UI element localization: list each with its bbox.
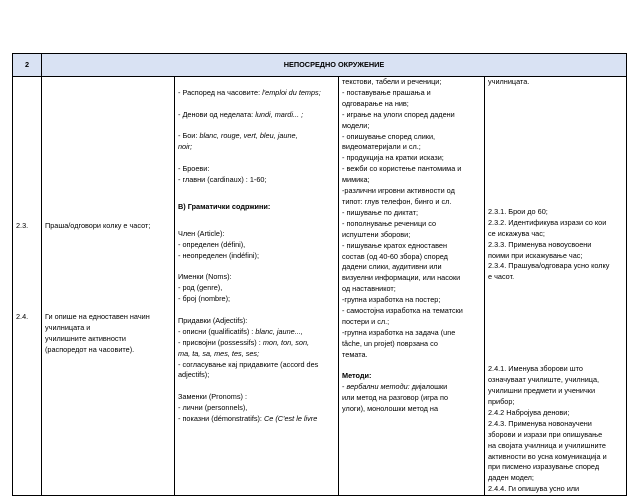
standard-line: 2.3.2. Идентификува изрази со кои: [488, 217, 607, 227]
standard-line: 2.3.4. Прашува/одговара усно колку: [488, 261, 610, 271]
activity-line: состав (од 40-60 збора) според: [342, 251, 448, 261]
activity-line: визуелни информации, или насоки: [342, 273, 461, 283]
outcome-2-3: Праша/одговори колку е часот;: [45, 221, 151, 230]
content-pronouns: Заменки (Pronoms) :: [178, 392, 247, 402]
standard-line: училишни предмети и ученички: [488, 386, 596, 396]
content-cell: [175, 77, 339, 496]
standard-line: даден модел;: [488, 473, 534, 483]
methods-title: Методи:: [342, 371, 372, 381]
content-colors-cont: noir;: [178, 142, 193, 152]
curriculum-table: [12, 53, 627, 496]
methods-verbal: - вербални методи: дијалошки: [342, 382, 448, 392]
table-header-row: [13, 54, 627, 77]
activity-line: - поставување прашања и: [342, 87, 431, 97]
outcomes-cell: [42, 77, 175, 496]
activity-line: дадени слики, аудитивни или: [342, 262, 442, 272]
standard-line: на својата училница и училишните: [488, 440, 606, 450]
activity-line: - вежби со користење пантомима и: [342, 164, 462, 174]
activity-line: текстови, табели и реченици;: [342, 77, 442, 86]
number-2-3: 2.3.: [16, 221, 29, 230]
standard-line: зборови и изрази при опишување: [488, 429, 603, 439]
activity-line: - пополнување реченици со: [342, 218, 437, 228]
activity-line: - пишување кратох едноставен: [342, 240, 448, 250]
activity-line: - опишување според слики,: [342, 131, 436, 141]
content-colors: - Бои: blanc, rouge, vert, bleu, jaune,: [178, 131, 298, 141]
content-article-indef: - неопределен (indéfini);: [178, 250, 259, 260]
standard-line: поими при искажување час;: [488, 250, 583, 260]
number-2-4: 2.4.: [16, 311, 29, 321]
activity-line: - продукција на кратки искази;: [342, 153, 444, 163]
activities-cell: [339, 77, 485, 496]
activity-line: испуштени зборови;: [342, 229, 411, 239]
activity-line: видеоматеријали и сл.;: [342, 142, 421, 152]
content-adj-poss-cont: ma, ta, sa, mes, tes, ses;: [178, 348, 260, 358]
activity-line: -групна изработка на постер;: [342, 295, 441, 305]
content-pron-pers: - лични (personnels),: [178, 403, 248, 413]
numbers-cell: [13, 77, 42, 496]
table-row: [13, 77, 627, 496]
outcome-2-4-line: Ги опише на едноставен начин: [45, 311, 150, 321]
activity-line: мимика;: [342, 175, 370, 185]
outcome-2-4-line: (распоредот на часовите).: [45, 344, 135, 354]
content-pron-dem: - показни (démonstratifs): Ce (C'est le livre: [178, 414, 318, 424]
content-nouns-gender: - род (genre),: [178, 283, 223, 293]
content-adjectives: Придавки (Adjectifs):: [178, 315, 248, 325]
content-adj-qual: - описни (qualificatifs) : blanc, jaune...,: [178, 326, 303, 336]
standard-line: активности во усна комуникација и: [488, 451, 607, 461]
activity-line: - самостојна изработка на тематски: [342, 306, 463, 316]
standard-line: е часот.: [488, 272, 515, 282]
standard-line: 2.4.4. Ги опишува усно или: [488, 484, 580, 494]
content-days: - Денови од неделата: lundi, mardi... ;: [178, 109, 304, 119]
methods-line: улоги), монолошки метод на: [342, 404, 439, 414]
theme-title: НЕПОСРЕДНО ОКРУЖЕНИЕ: [42, 54, 627, 77]
content-numbers-head: - Броеви:: [178, 164, 210, 174]
standard-top: училницата.: [488, 77, 530, 86]
standard-line: 2.4.2 Набројува денови;: [488, 407, 570, 417]
outcome-2-4-line: училницата и: [45, 322, 91, 332]
content-adj-agree-cont: adjectifs);: [178, 370, 210, 380]
activity-line: одговарање на нив;: [342, 98, 409, 108]
standard-line: прибор;: [488, 396, 515, 406]
content-nouns-number: - број (nombre);: [178, 294, 231, 304]
activity-line: постери и сл.;: [342, 316, 390, 326]
content-adj-agree: - согласување кај придавките (accord des: [178, 359, 319, 369]
activity-line: темата.: [342, 349, 368, 359]
activity-line: -групна изработка на задача (une: [342, 327, 456, 337]
activity-line: типот: глув телефон, бинго и сл.: [342, 196, 452, 206]
outcome-2-4-line: училишните активности: [45, 333, 126, 343]
content-schedule: - Распоред на часовите: l'emploi du temps;: [178, 87, 321, 97]
standard-line: 2.4.1. Именува зборови што: [488, 364, 583, 374]
grammar-title: В) Граматички содржини:: [178, 201, 271, 211]
content-article-def: - определен (défini),: [178, 239, 246, 249]
activity-line: од наставникот;: [342, 284, 396, 294]
activity-line: - играње на улоги според дадени: [342, 109, 455, 119]
standard-line: 2.4.3. Применува новонаучени: [488, 418, 592, 428]
content-numbers-cardinal: - главни (cardinaux) : 1-60;: [178, 175, 267, 185]
standard-line: 2.3.3. Применува новоусвоени: [488, 239, 592, 249]
activity-line: - пишување по диктат;: [342, 207, 419, 217]
standard-line: се искажува час;: [488, 228, 545, 238]
content-article: Член (Article):: [178, 228, 225, 238]
theme-number: 2: [13, 54, 42, 77]
activity-line: модели;: [342, 120, 370, 130]
activity-line: -различни игровни активности од: [342, 186, 455, 196]
content-adj-poss: - присвојни (possessifs) : mon, ton, son,: [178, 337, 310, 347]
activity-line: tâche, un projet) поврзана со: [342, 338, 438, 348]
content-nouns: Именки (Noms):: [178, 272, 232, 282]
standard-line: означуваат училиште, училница,: [488, 375, 600, 385]
methods-line: или метод на разговор (игра по: [342, 393, 449, 403]
standard-line: при писмено изразување според: [488, 462, 600, 472]
standards-cell: [485, 77, 627, 496]
standard-line: 2.3.1. Брои до 60;: [488, 206, 548, 216]
